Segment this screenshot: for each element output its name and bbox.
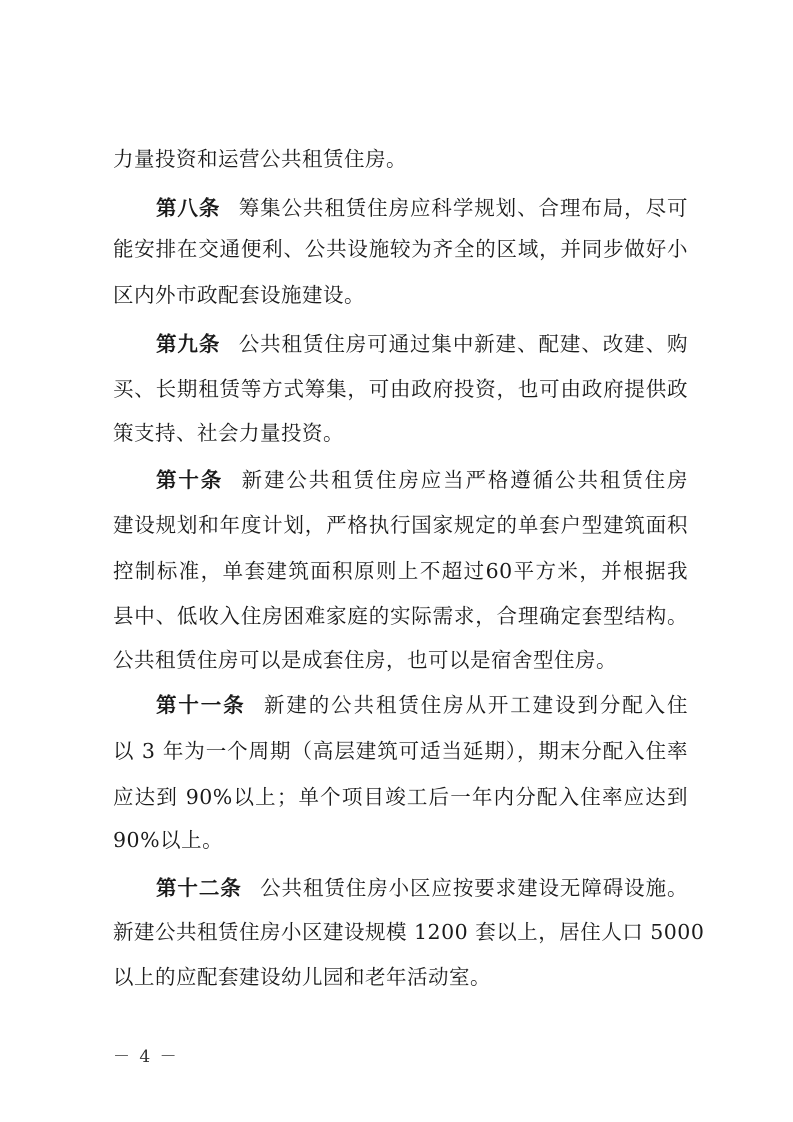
article-11-heading: 第十一条 <box>156 693 246 717</box>
article-11-line-2: 以 3 年为一个周期（高层建筑可适当延期），期末分配入住率 <box>113 739 688 763</box>
article-12-text: 公共租赁住房小区应按要求建设无障碍设施。 <box>260 876 689 900</box>
article-9-heading: 第九条 <box>156 332 221 356</box>
article-9-line-2: 买、长期租赁等方式筹集，可由政府投资，也可由政府提供政 <box>113 377 688 401</box>
article-11-line-4: 90%以上。 <box>113 828 224 852</box>
article-10-heading: 第十条 <box>156 468 224 492</box>
article-10-text: 新建公共租赁住房应当严格遵循公共租赁住房 <box>241 468 689 492</box>
article-11-line-3: 应达到 90%以上；单个项目竣工后一年内分配入住率应达到 <box>113 785 688 809</box>
article-12-line-1 <box>156 873 688 903</box>
article-8-text: 筹集公共租赁住房应科学规划、合理布局，尽可 <box>238 196 689 220</box>
article-8-line-2: 能安排在交通便利、公共设施较为齐全的区域，并同步做好小 <box>113 237 688 261</box>
article-8-line-1 <box>156 193 688 223</box>
article-10-line-3: 控制标准，单套建筑面积原则上不超过60平方米，并根据我 <box>113 559 688 583</box>
page-number: － 4 － <box>113 1047 179 1067</box>
article-11-line-1 <box>156 690 688 720</box>
article-8-line-3: 区内外市政配套设施建设。 <box>113 283 365 307</box>
article-11-text: 新建的公共租赁住房从开工建设到分配入住 <box>264 693 689 717</box>
article-9-line-3: 策支持、社会力量投资。 <box>113 421 344 445</box>
article-10-line-5: 公共租赁住房可以是成套住房，也可以是宿舍型住房。 <box>113 648 617 672</box>
article-9-line-1 <box>156 329 688 359</box>
article-12-line-3: 以上的应配套建设幼儿园和老年活动室。 <box>113 965 491 989</box>
article-8-heading: 第八条 <box>156 196 221 220</box>
article-10-line-2: 建设规划和年度计划，严格执行国家规定的单套户型建筑面积 <box>113 513 688 537</box>
article-12-line-2: 新建公共租赁住房小区建设规模 1200 套以上，居住人口 5000 <box>113 920 705 944</box>
article-12-heading: 第十二条 <box>156 876 242 900</box>
article-9-text: 公共租赁住房可通过集中新建、配建、改建、购 <box>238 332 689 356</box>
paragraph-continuation: 力量投资和运营公共租赁住房。 <box>113 147 407 171</box>
article-10-line-1 <box>156 465 688 495</box>
article-10-line-4: 县中、低收入住房困难家庭的实际需求，合理确定套型结构。 <box>113 604 688 628</box>
